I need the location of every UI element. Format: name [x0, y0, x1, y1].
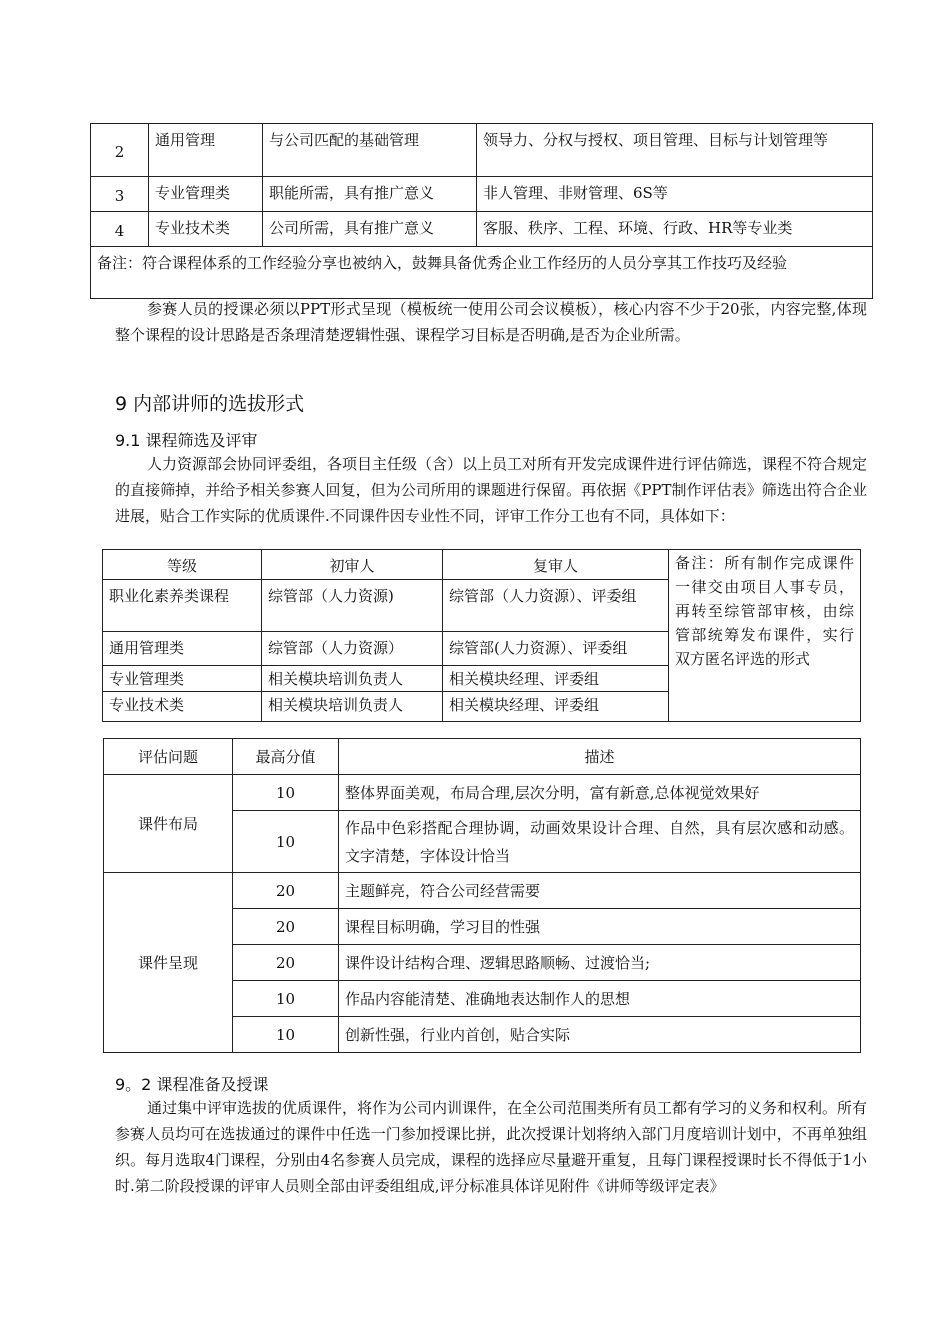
description-cell: 作品内容能清楚、准确地表达制作人的思想: [339, 981, 861, 1017]
row-number: 2: [91, 124, 149, 177]
level-cell: 通用管理类: [103, 632, 262, 666]
course-content: 非人管理、非财管理、6S等: [477, 177, 873, 212]
course-requirement: 公司所需，具有推广意义: [263, 212, 477, 247]
header-question: 评估问题: [104, 739, 233, 775]
course-requirement: 职能所需，具有推广意义: [263, 177, 477, 212]
section-heading: 9 内部讲师的选拔形式: [115, 393, 305, 415]
course-category: 专业技术类: [149, 212, 263, 247]
score-cell: 10: [233, 811, 339, 873]
course-category-table: [90, 123, 873, 299]
second-reviewer-cell: 综管部（人力资源）、评委组: [443, 580, 669, 632]
description-cell: 课程目标明确，学习目的性强: [339, 909, 861, 945]
review-assignment-table: [102, 549, 861, 722]
header-description: 描述: [339, 739, 861, 775]
table-note: 备注：所有制作完成课件一律交由项目人事专员，再转至综管部审核，由综管部统筹发布课件，实行双方匿名评选的形式: [669, 550, 861, 722]
header-second-reviewer: 复审人: [443, 550, 669, 580]
course-category: 通用管理: [149, 124, 263, 177]
group-name: 课件布局: [104, 775, 233, 873]
first-reviewer-cell: 综管部（人力资源): [262, 580, 443, 632]
header-max-score: 最高分值: [233, 739, 339, 775]
subsection-heading: 9。2 课程准备及授课: [115, 1075, 269, 1094]
description-cell: 作品中色彩搭配合理协调，动画效果设计合理、自然，具有层次感和动感。文字清楚，字体设计恰当: [339, 811, 861, 873]
table-row: [91, 124, 873, 177]
description-cell: 创新性强，行业内首创，贴合实际: [339, 1017, 861, 1053]
first-reviewer-cell: 综管部（人力资源）: [262, 632, 443, 666]
table-row: [91, 212, 873, 247]
group-name: 课件呈现: [104, 873, 233, 1053]
review-paragraph: 人力资源部会协同评委组，各项目主任级（含）以上员工对所有开发完成课件进行评估筛选，课程不符合规定的直接筛掉，并给予相关参赛人回复，但为公司所用的课题进行保留。再依据《PPT制作评估表》筛选出符合企业进展，贴合工作实际的优质课件.不同课件因专业性不同，评审工作分工也有不同，具体如下：: [115, 455, 868, 525]
score-cell: 10: [233, 981, 339, 1017]
score-cell: 10: [233, 775, 339, 811]
table-header-row: [104, 739, 861, 775]
lecture-paragraph: 通过集中评审选拔的优质课件，将作为公司内训课件，在全公司范围类所有员工都有学习的义务和权利。所有参赛人员均可在选拔通过的课件中任选一门参加授课比拼，此次授课计划将纳入部门月度培训计划中，不再单独组织。每月选取4门课程，分别由4名参赛人员完成，课程的选择应尽量避开重复，且每门课程授课时长不得低于1小时.第二阶段授课的评审人员则全部由评委组组成,评分标准具体详见附件《讲师等级评定表》: [115, 1099, 868, 1195]
description-cell: 主题鲜亮，符合公司经营需要: [339, 873, 861, 909]
table-note: 备注：符合课程体系的工作经验分享也被纳入，鼓舞具备优秀企业工作经历的人员分享其工作技巧及经验: [91, 247, 873, 299]
subsection-heading: 9.1 课程筛选及评审: [115, 431, 258, 450]
score-cell: 20: [233, 909, 339, 945]
header-level: 等级: [103, 550, 262, 580]
ppt-requirement-paragraph: 参赛人员的授课必须以PPT形式呈现（模板统一使用公司会议模板），核心内容不少于20张，内容完整,体现整个课程的设计思路是否条理清楚逻辑性强、课程学习目标是否明确,是否为企业所需。: [115, 300, 867, 344]
table-row: [104, 775, 861, 811]
description-cell: 整体界面美观，布局合理,层次分明，富有新意,总体视觉效果好: [339, 775, 861, 811]
second-reviewer-cell: 相关模块经理、评委组: [443, 692, 669, 722]
level-cell: 职业化素养类课程: [103, 580, 262, 632]
course-content: 客服、秩序、工程、环境、行政、HR等专业类: [477, 212, 873, 247]
course-requirement: 与公司匹配的基础管理: [263, 124, 477, 177]
level-cell: 专业技术类: [103, 692, 262, 722]
second-reviewer-cell: 相关模块经理、评委组: [443, 666, 669, 692]
table-row: [91, 177, 873, 212]
score-cell: 20: [233, 945, 339, 981]
evaluation-criteria-table: [103, 738, 861, 1053]
table-note-row: [91, 247, 873, 299]
table-header-row: [103, 550, 861, 580]
course-content: 领导力、分权与授权、项目管理、目标与计划管理等: [477, 124, 873, 177]
row-number: 3: [91, 177, 149, 212]
row-number: 4: [91, 212, 149, 247]
course-category: 专业管理类: [149, 177, 263, 212]
first-reviewer-cell: 相关模块培训负责人: [262, 692, 443, 722]
first-reviewer-cell: 相关模块培训负责人: [262, 666, 443, 692]
level-cell: 专业管理类: [103, 666, 262, 692]
score-cell: 10: [233, 1017, 339, 1053]
table-row: [104, 873, 861, 909]
header-first-reviewer: 初审人: [262, 550, 443, 580]
second-reviewer-cell: 综管部(人力资源）、评委组: [443, 632, 669, 666]
score-cell: 20: [233, 873, 339, 909]
description-cell: 课件设计结构合理、逻辑思路顺畅、过渡恰当;: [339, 945, 861, 981]
